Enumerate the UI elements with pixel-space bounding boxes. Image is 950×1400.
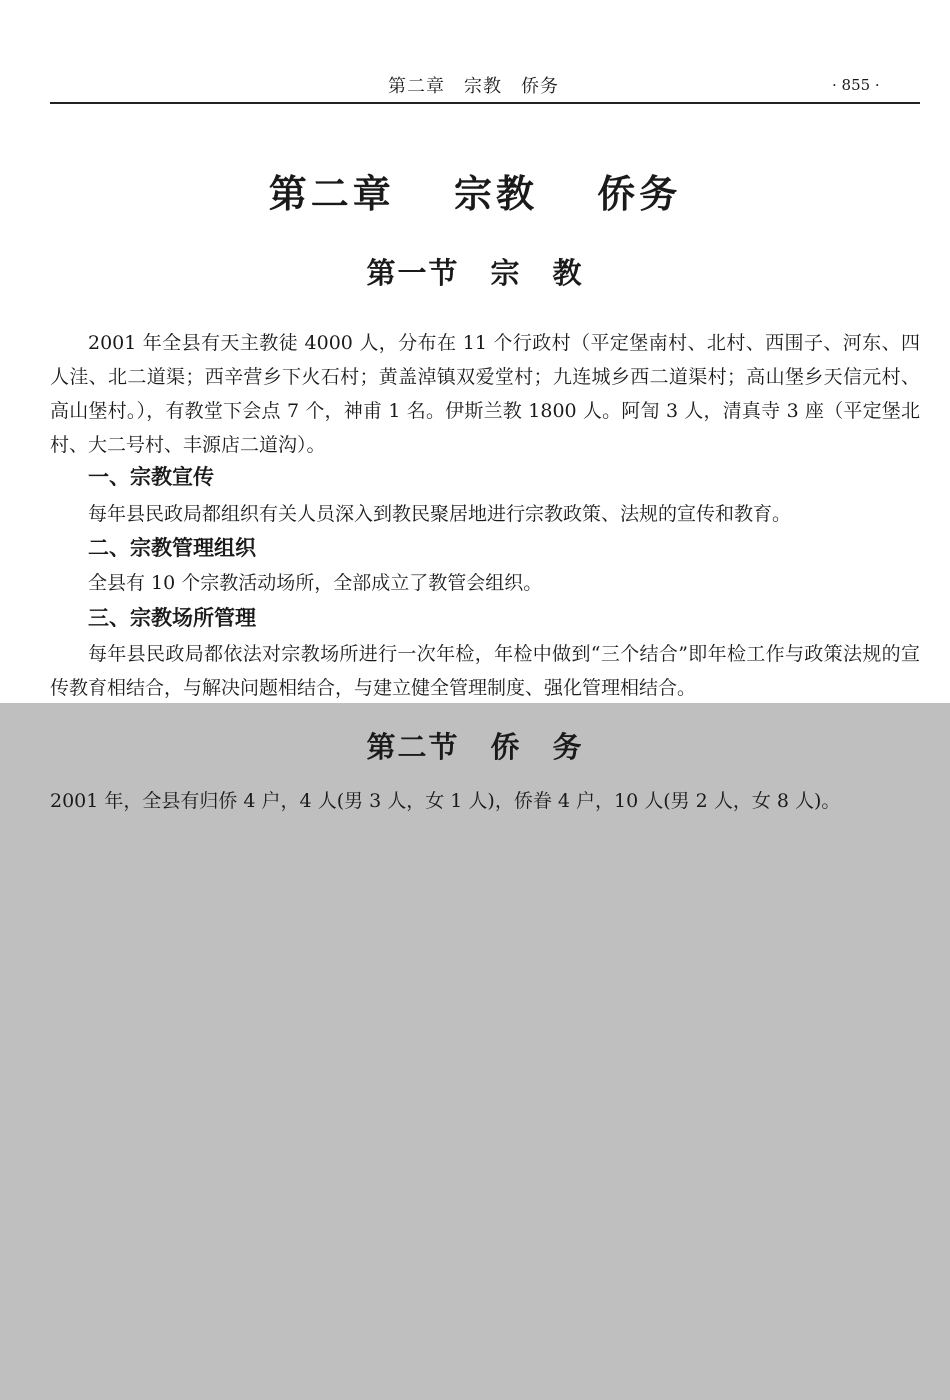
subsection-heading-organization: 二、宗教管理组织 <box>88 535 256 560</box>
subsection-heading-propaganda: 一、宗教宣传 <box>88 464 214 489</box>
running-header <box>0 72 950 102</box>
header-rule <box>50 102 920 104</box>
overseas-affairs-paragraph: 2001 年，全县有归侨 4 户，4 人(男 3 人，女 1 人)，侨眷 4 户，10 人(男 2 人，女 8 人)。 <box>50 790 841 812</box>
running-title: 第二章 宗教 侨务 <box>388 76 559 97</box>
subsection-text-organization: 全县有 10 个宗教活动场所，全部成立了教管会组织。 <box>88 572 543 594</box>
section-title-religion: 第一节 宗 教 <box>366 256 584 290</box>
religion-intro-paragraph: 2001 年全县有天主教徒 4000 人，分布在 11 个行政村（平定堡南村、北村、西围子、河东、四人洼、北二道渠；西辛营乡下火石村；黄盖淖镇双爱堂村；九连城乡西二道渠村；高山堡乡天信元村、高山堡村。），有教堂下会点 7 个，神甫 1 名。伊斯兰教 1800 人。阿訇 3 人，清真寺 3 座（平定堡北村、大二号村、丰源店二道沟）。 <box>50 332 920 456</box>
subsection-text-propaganda: 每年县民政局都组织有关人员深入到教民聚居地进行宗教政策、法规的宣传和教育。 <box>88 503 792 525</box>
subsection-heading-venue-management: 三、宗教场所管理 <box>88 605 256 630</box>
chapter-title: 第二章 宗教 侨务 <box>268 171 682 216</box>
subsection-text-venue-management: 每年县民政局都依法对宗教场所进行一次年检，年检中做到“三个结合”即年检工作与政策法规的宣传教育相结合，与解决问题相结合，与建立健全管理制度、强化管理相结合。 <box>50 643 920 699</box>
section-title-overseas-affairs: 第二节 侨 务 <box>366 730 584 764</box>
page-number: · 855 · <box>832 76 880 94</box>
